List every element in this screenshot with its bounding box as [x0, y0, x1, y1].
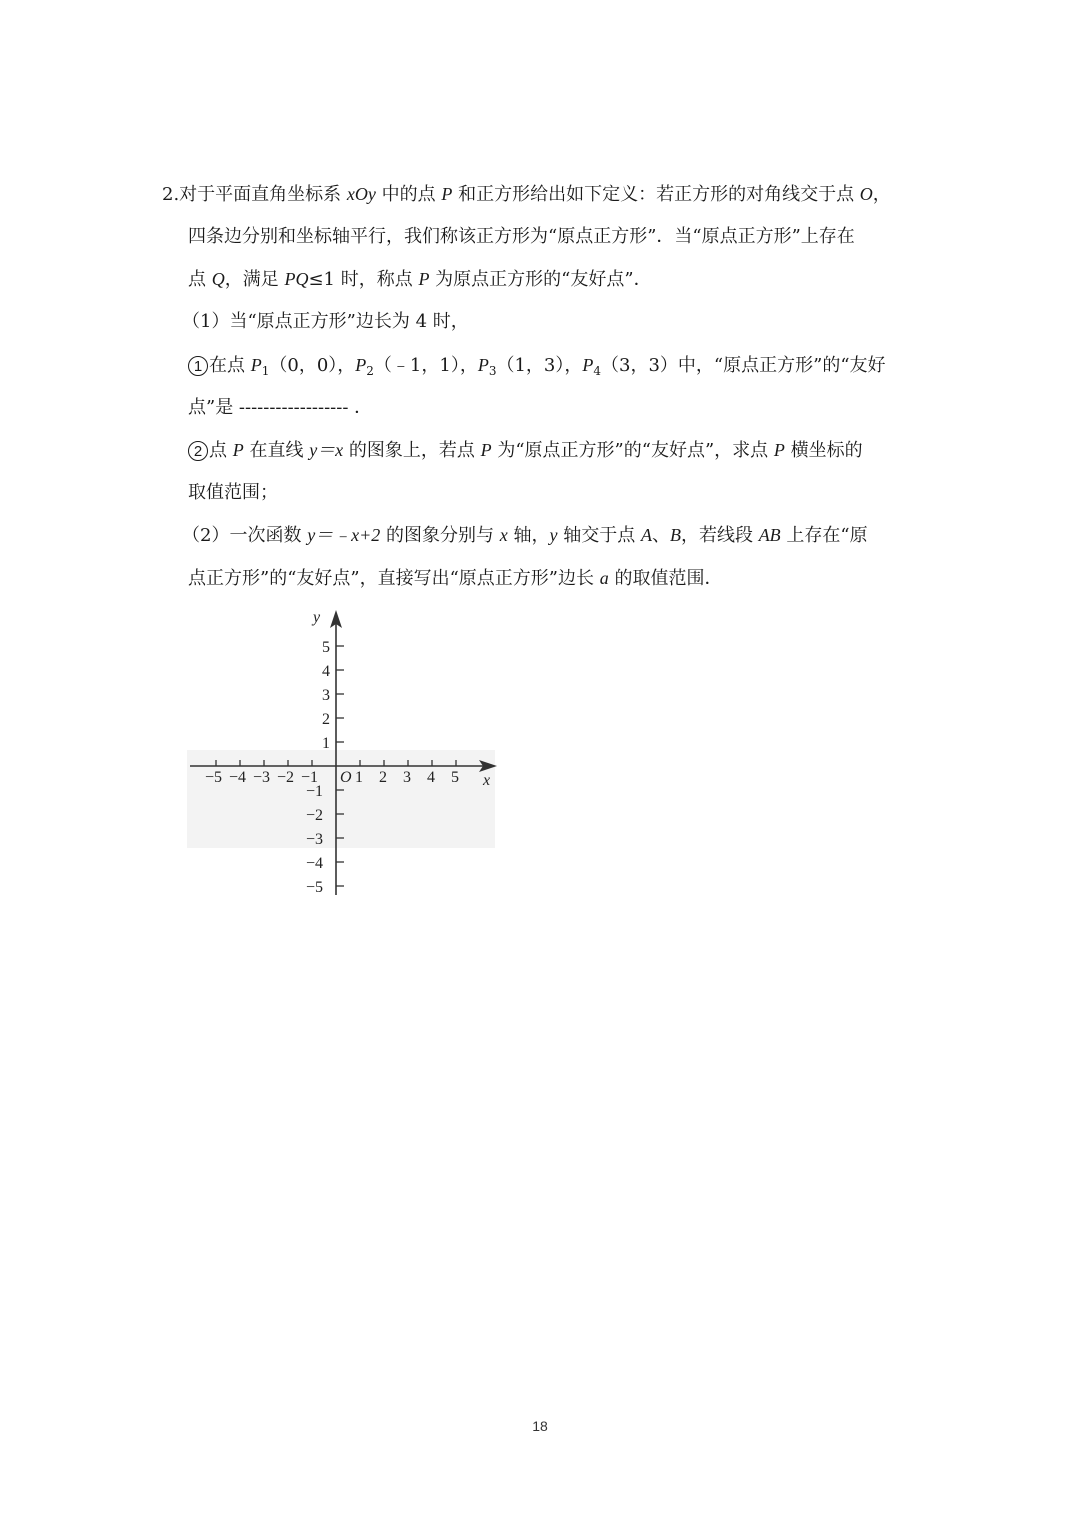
- part-1-heading: （1）当“原点正方形”边长为 4 时，: [182, 311, 469, 332]
- question-2-line-1: 2 点 P 在直线 y＝x 的图象上，若点 P 为“原点正方形”的“友好点”，求点 P 横坐标的: [188, 439, 863, 462]
- y-tick-label: −4: [306, 855, 324, 872]
- problem-line-1: 2.对于平面直角坐标系 xOy 中的点 P 和正方形给出如下定义：若正方形的对角线交于点 O，: [162, 184, 891, 205]
- question-1-line-1: 1 在点 $P_1(0$，0），$P_2(﹣1$，1），$P_3(1$，3），$P_4(3$，3）中，“原点正方形”的“友好: [188, 354, 886, 382]
- x-tick-label: −3: [253, 769, 271, 786]
- y-tick-label: 1: [322, 735, 330, 752]
- circled-number-2: 2: [188, 441, 208, 461]
- x-axis-label: x: [483, 772, 491, 789]
- y-tick-label: −3: [306, 831, 324, 848]
- y-tick-label: 4: [322, 663, 330, 680]
- circled-number-1: 1: [188, 356, 208, 376]
- background-shading: [187, 750, 495, 848]
- origin-label: O: [340, 769, 352, 786]
- x-tick-label: −2: [277, 769, 295, 786]
- x-tick-label: −1: [301, 769, 319, 786]
- x-tick-label: 1: [355, 769, 363, 786]
- problem-line-3: 点 Q，满足 PQ≤1 时，称点 P 为原点正方形的“友好点”．: [188, 269, 652, 290]
- y-tick-label: 3: [322, 687, 330, 704]
- x-tick-label: 2: [379, 769, 387, 786]
- question-1-line-2: 点”是 ------------------ ．: [188, 397, 373, 418]
- y-tick-label: 5: [322, 639, 330, 656]
- x-tick-label: 3: [403, 769, 411, 786]
- part-2-line-1: （2）一次函数 y＝﹣x+2 的图象分别与 x 轴，y 轴交于点 A、B，若线段 AB 上存在“原: [182, 525, 868, 546]
- question-2-line-2: 取值范围；: [188, 482, 278, 503]
- y-tick-label: −1: [306, 783, 324, 800]
- problem-line-2: 四条边分别和坐标轴平行，我们称该正方形为“原点正方形”．当“原点正方形”上存在: [188, 226, 855, 247]
- page-number: 18: [532, 1418, 548, 1434]
- y-tick-label: −5: [306, 879, 324, 896]
- y-tick-label: −2: [306, 807, 324, 824]
- problem-number: 2: [162, 184, 174, 205]
- x-tick-label: 5: [451, 769, 459, 786]
- y-tick-label: 2: [322, 711, 330, 728]
- x-tick-label: −4: [229, 769, 247, 786]
- x-tick-label: 4: [427, 769, 435, 786]
- x-tick-label: −5: [205, 769, 223, 786]
- coordinate-plane: [185, 600, 505, 900]
- part-2-line-2: 点正方形”的“友好点”，直接写出“原点正方形”边长 a 的取值范围．: [188, 568, 723, 589]
- y-axis-label: y: [313, 609, 321, 626]
